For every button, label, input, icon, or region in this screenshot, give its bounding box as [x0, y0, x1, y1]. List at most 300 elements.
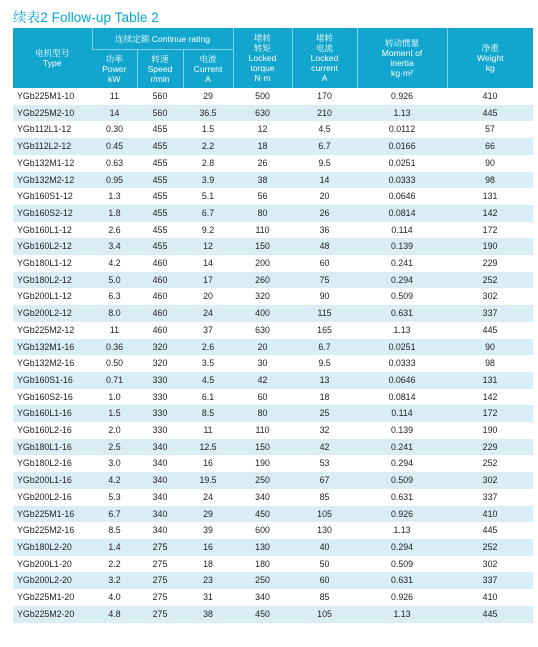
- value-cell: 5.3: [92, 489, 137, 506]
- value-cell: 19.5: [183, 472, 233, 489]
- value-cell: 630: [233, 322, 292, 339]
- value-cell: 229: [447, 255, 533, 272]
- value-cell: 450: [233, 506, 292, 523]
- value-cell: 2.8: [183, 155, 233, 172]
- value-cell: 26: [292, 205, 357, 222]
- model-cell: YGb200L2-16: [13, 489, 92, 506]
- model-cell: YGb180L1-12: [13, 255, 92, 272]
- value-cell: 14: [292, 172, 357, 189]
- value-cell: 12: [183, 238, 233, 255]
- value-cell: 110: [233, 222, 292, 239]
- value-cell: 0.0333: [357, 172, 447, 189]
- motor-spec-table: [13, 28, 533, 623]
- value-cell: 0.926: [357, 506, 447, 523]
- value-cell: 18: [183, 556, 233, 573]
- model-cell: YGb225M2-16: [13, 522, 92, 539]
- value-cell: 6.7: [92, 506, 137, 523]
- value-cell: 455: [137, 222, 183, 239]
- value-cell: 142: [447, 389, 533, 406]
- table-header: [13, 28, 533, 88]
- value-cell: 32: [292, 422, 357, 439]
- value-cell: 630: [233, 105, 292, 122]
- value-cell: 6.7: [183, 205, 233, 222]
- value-cell: 9.5: [292, 355, 357, 372]
- value-cell: 330: [137, 372, 183, 389]
- value-cell: 11: [92, 88, 137, 105]
- value-cell: 180: [233, 556, 292, 573]
- value-cell: 340: [137, 506, 183, 523]
- value-cell: 330: [137, 405, 183, 422]
- value-cell: 0.294: [357, 539, 447, 556]
- value-cell: 40: [292, 539, 357, 556]
- value-cell: 4.5: [292, 121, 357, 138]
- value-cell: 445: [447, 606, 533, 623]
- model-cell: YGb160S2-16: [13, 389, 92, 406]
- value-cell: 8.5: [183, 405, 233, 422]
- value-cell: 12.5: [183, 439, 233, 456]
- model-cell: YGb200L2-12: [13, 305, 92, 322]
- value-cell: 320: [137, 339, 183, 356]
- model-cell: YGb225M1-10: [13, 88, 92, 105]
- value-cell: 0.631: [357, 489, 447, 506]
- value-cell: 410: [447, 506, 533, 523]
- value-cell: 320: [233, 288, 292, 305]
- table-row: [13, 606, 533, 623]
- value-cell: 170: [292, 88, 357, 105]
- value-cell: 455: [137, 121, 183, 138]
- value-cell: 172: [447, 405, 533, 422]
- value-cell: 20: [183, 288, 233, 305]
- table-row: [13, 172, 533, 189]
- value-cell: 38: [183, 606, 233, 623]
- model-cell: YGb112L2-12: [13, 138, 92, 155]
- table-row: [13, 405, 533, 422]
- value-cell: 142: [447, 205, 533, 222]
- value-cell: 1.4: [92, 539, 137, 556]
- value-cell: 2.6: [92, 222, 137, 239]
- table-row: [13, 355, 533, 372]
- value-cell: 340: [233, 589, 292, 606]
- value-cell: 0.0814: [357, 389, 447, 406]
- value-cell: 4.0: [92, 589, 137, 606]
- value-cell: 36: [292, 222, 357, 239]
- value-cell: 455: [137, 155, 183, 172]
- value-cell: 0.509: [357, 288, 447, 305]
- table-body: [13, 88, 533, 623]
- header-weight: 净重 Weight kg: [447, 28, 533, 88]
- value-cell: 130: [292, 522, 357, 539]
- value-cell: 2.5: [92, 439, 137, 456]
- value-cell: 42: [233, 372, 292, 389]
- value-cell: 37: [183, 322, 233, 339]
- value-cell: 16: [183, 539, 233, 556]
- value-cell: 0.0646: [357, 188, 447, 205]
- value-cell: 410: [447, 88, 533, 105]
- value-cell: 18: [292, 389, 357, 406]
- model-cell: YGb132M2-16: [13, 355, 92, 372]
- table-row: [13, 372, 533, 389]
- value-cell: 6.3: [92, 288, 137, 305]
- model-cell: YGb200L2-20: [13, 572, 92, 589]
- value-cell: 17: [183, 272, 233, 289]
- value-cell: 0.294: [357, 455, 447, 472]
- value-cell: 340: [137, 522, 183, 539]
- value-cell: 3.4: [92, 238, 137, 255]
- value-cell: 90: [292, 288, 357, 305]
- value-cell: 275: [137, 606, 183, 623]
- value-cell: 460: [137, 288, 183, 305]
- value-cell: 57: [447, 121, 533, 138]
- model-cell: YGb160L1-12: [13, 222, 92, 239]
- value-cell: 460: [137, 322, 183, 339]
- value-cell: 275: [137, 539, 183, 556]
- header-inertia: 转动惯量 Moment of inertia kg·m²: [357, 28, 447, 88]
- value-cell: 445: [447, 322, 533, 339]
- value-cell: 90: [447, 155, 533, 172]
- value-cell: 53: [292, 455, 357, 472]
- value-cell: 250: [233, 572, 292, 589]
- model-cell: YGb112L1-12: [13, 121, 92, 138]
- value-cell: 0.631: [357, 572, 447, 589]
- value-cell: 460: [137, 272, 183, 289]
- value-cell: 105: [292, 506, 357, 523]
- model-cell: YGb132M2-12: [13, 172, 92, 189]
- model-cell: YGb225M1-20: [13, 589, 92, 606]
- value-cell: 275: [137, 572, 183, 589]
- value-cell: 2.6: [183, 339, 233, 356]
- model-cell: YGb160S1-16: [13, 372, 92, 389]
- value-cell: 190: [447, 238, 533, 255]
- value-cell: 14: [92, 105, 137, 122]
- value-cell: 105: [292, 606, 357, 623]
- value-cell: 560: [137, 88, 183, 105]
- table-row: [13, 222, 533, 239]
- header-speed: 转速 Speed r/min: [137, 50, 183, 89]
- value-cell: 0.926: [357, 88, 447, 105]
- model-cell: YGb225M1-16: [13, 506, 92, 523]
- value-cell: 1.8: [92, 205, 137, 222]
- value-cell: 18: [233, 138, 292, 155]
- value-cell: 0.63: [92, 155, 137, 172]
- table-row: [13, 305, 533, 322]
- value-cell: 340: [137, 439, 183, 456]
- value-cell: 23: [183, 572, 233, 589]
- model-cell: YGb225M2-10: [13, 105, 92, 122]
- value-cell: 0.0112: [357, 121, 447, 138]
- value-cell: 455: [137, 188, 183, 205]
- value-cell: 0.0646: [357, 372, 447, 389]
- table-row: [13, 439, 533, 456]
- value-cell: 0.114: [357, 222, 447, 239]
- value-cell: 165: [292, 322, 357, 339]
- table-title: 续表2 Follow-up Table 2: [13, 10, 159, 25]
- value-cell: 24: [183, 305, 233, 322]
- value-cell: 6.7: [292, 138, 357, 155]
- table-row: [13, 489, 533, 506]
- header-locked-torque: 堵转 转矩 Locked torque N·m: [233, 28, 292, 88]
- value-cell: 0.631: [357, 305, 447, 322]
- value-cell: 14: [183, 255, 233, 272]
- value-cell: 560: [137, 105, 183, 122]
- table-row: [13, 472, 533, 489]
- value-cell: 340: [137, 472, 183, 489]
- value-cell: 0.0333: [357, 355, 447, 372]
- value-cell: 455: [137, 138, 183, 155]
- table-row: [13, 138, 533, 155]
- value-cell: 229: [447, 439, 533, 456]
- value-cell: 2.0: [92, 422, 137, 439]
- value-cell: 0.509: [357, 472, 447, 489]
- table-row: [13, 522, 533, 539]
- value-cell: 1.5: [92, 405, 137, 422]
- value-cell: 320: [137, 355, 183, 372]
- value-cell: 252: [447, 455, 533, 472]
- value-cell: 302: [447, 288, 533, 305]
- model-cell: YGb200L1-20: [13, 556, 92, 573]
- value-cell: 38: [233, 172, 292, 189]
- value-cell: 85: [292, 589, 357, 606]
- value-cell: 330: [137, 389, 183, 406]
- table-row: [13, 105, 533, 122]
- value-cell: 190: [233, 455, 292, 472]
- value-cell: 450: [233, 606, 292, 623]
- table-row: [13, 272, 533, 289]
- value-cell: 337: [447, 305, 533, 322]
- value-cell: 9.2: [183, 222, 233, 239]
- value-cell: 455: [137, 238, 183, 255]
- value-cell: 1.13: [357, 522, 447, 539]
- value-cell: 275: [137, 589, 183, 606]
- table-row: [13, 155, 533, 172]
- value-cell: 0.926: [357, 589, 447, 606]
- model-cell: YGb225M2-12: [13, 322, 92, 339]
- value-cell: 337: [447, 489, 533, 506]
- value-cell: 110: [233, 422, 292, 439]
- table-row: [13, 556, 533, 573]
- value-cell: 0.30: [92, 121, 137, 138]
- value-cell: 1.0: [92, 389, 137, 406]
- value-cell: 0.50: [92, 355, 137, 372]
- header-current: 电流 Current A: [183, 50, 233, 89]
- value-cell: 98: [447, 172, 533, 189]
- table-row: [13, 389, 533, 406]
- value-cell: 20: [292, 188, 357, 205]
- header-power: 功率 Power kW: [92, 50, 137, 89]
- value-cell: 260: [233, 272, 292, 289]
- value-cell: 0.241: [357, 439, 447, 456]
- value-cell: 445: [447, 522, 533, 539]
- value-cell: 67: [292, 472, 357, 489]
- table-row: [13, 238, 533, 255]
- table-row: [13, 539, 533, 556]
- value-cell: 3.9: [183, 172, 233, 189]
- table-row: [13, 506, 533, 523]
- value-cell: 30: [233, 355, 292, 372]
- value-cell: 4.2: [92, 472, 137, 489]
- value-cell: 460: [137, 255, 183, 272]
- table-row: [13, 288, 533, 305]
- value-cell: 8.5: [92, 522, 137, 539]
- value-cell: 5.0: [92, 272, 137, 289]
- value-cell: 60: [233, 389, 292, 406]
- value-cell: 12: [233, 121, 292, 138]
- value-cell: 150: [233, 238, 292, 255]
- model-cell: YGb200L1-16: [13, 472, 92, 489]
- value-cell: 0.139: [357, 422, 447, 439]
- value-cell: 60: [292, 255, 357, 272]
- value-cell: 0.36: [92, 339, 137, 356]
- model-cell: YGb180L1-16: [13, 439, 92, 456]
- value-cell: 29: [183, 88, 233, 105]
- value-cell: 98: [447, 355, 533, 372]
- value-cell: 3.5: [183, 355, 233, 372]
- value-cell: 131: [447, 372, 533, 389]
- value-cell: 50: [292, 556, 357, 573]
- value-cell: 39: [183, 522, 233, 539]
- value-cell: 60: [292, 572, 357, 589]
- value-cell: 6.1: [183, 389, 233, 406]
- value-cell: 4.2: [92, 255, 137, 272]
- value-cell: 20: [233, 339, 292, 356]
- model-cell: YGb180L2-12: [13, 272, 92, 289]
- table-row: [13, 88, 533, 105]
- value-cell: 31: [183, 589, 233, 606]
- value-cell: 210: [292, 105, 357, 122]
- value-cell: 80: [233, 405, 292, 422]
- value-cell: 252: [447, 539, 533, 556]
- value-cell: 2.2: [92, 556, 137, 573]
- model-cell: YGb160S1-12: [13, 188, 92, 205]
- value-cell: 85: [292, 489, 357, 506]
- value-cell: 460: [137, 305, 183, 322]
- value-cell: 172: [447, 222, 533, 239]
- value-cell: 275: [137, 556, 183, 573]
- model-cell: YGb225M2-20: [13, 606, 92, 623]
- table-row: [13, 422, 533, 439]
- value-cell: 131: [447, 188, 533, 205]
- model-cell: YGb160L1-16: [13, 405, 92, 422]
- table-row: [13, 188, 533, 205]
- value-cell: 0.0814: [357, 205, 447, 222]
- value-cell: 252: [447, 272, 533, 289]
- model-cell: YGb132M1-16: [13, 339, 92, 356]
- value-cell: 115: [292, 305, 357, 322]
- value-cell: 1.13: [357, 322, 447, 339]
- value-cell: 130: [233, 539, 292, 556]
- value-cell: 26: [233, 155, 292, 172]
- value-cell: 42: [292, 439, 357, 456]
- value-cell: 500: [233, 88, 292, 105]
- value-cell: 340: [137, 455, 183, 472]
- value-cell: 330: [137, 422, 183, 439]
- value-cell: 56: [233, 188, 292, 205]
- value-cell: 8.0: [92, 305, 137, 322]
- value-cell: 0.45: [92, 138, 137, 155]
- value-cell: 25: [292, 405, 357, 422]
- value-cell: 11: [92, 322, 137, 339]
- table-row: [13, 572, 533, 589]
- value-cell: 337: [447, 572, 533, 589]
- value-cell: 0.241: [357, 255, 447, 272]
- table-row: [13, 589, 533, 606]
- value-cell: 0.139: [357, 238, 447, 255]
- model-cell: YGb132M1-12: [13, 155, 92, 172]
- value-cell: 1.13: [357, 606, 447, 623]
- model-cell: YGb200L1-12: [13, 288, 92, 305]
- table-row: [13, 455, 533, 472]
- value-cell: 29: [183, 506, 233, 523]
- model-cell: YGb180L2-16: [13, 455, 92, 472]
- value-cell: 0.0251: [357, 339, 447, 356]
- value-cell: 3.2: [92, 572, 137, 589]
- value-cell: 0.95: [92, 172, 137, 189]
- value-cell: 66: [447, 138, 533, 155]
- value-cell: 250: [233, 472, 292, 489]
- value-cell: 36.5: [183, 105, 233, 122]
- value-cell: 3.0: [92, 455, 137, 472]
- value-cell: 0.294: [357, 272, 447, 289]
- table-row: [13, 339, 533, 356]
- value-cell: 1.3: [92, 188, 137, 205]
- value-cell: 302: [447, 556, 533, 573]
- model-cell: YGb160L2-16: [13, 422, 92, 439]
- value-cell: 6.7: [292, 339, 357, 356]
- table-row: [13, 205, 533, 222]
- table-row: [13, 121, 533, 138]
- value-cell: 1.13: [357, 105, 447, 122]
- value-cell: 410: [447, 589, 533, 606]
- value-cell: 75: [292, 272, 357, 289]
- value-cell: 455: [137, 205, 183, 222]
- header-continue-rating: 连续定额 Continue rating: [92, 28, 233, 50]
- header-locked-current: 堵转 电流 Locked current A: [292, 28, 357, 88]
- model-cell: YGb160L2-12: [13, 238, 92, 255]
- value-cell: 24: [183, 489, 233, 506]
- value-cell: 11: [183, 422, 233, 439]
- value-cell: 0.71: [92, 372, 137, 389]
- value-cell: 1.5: [183, 121, 233, 138]
- value-cell: 4.5: [183, 372, 233, 389]
- value-cell: 48: [292, 238, 357, 255]
- value-cell: 445: [447, 105, 533, 122]
- value-cell: 5.1: [183, 188, 233, 205]
- value-cell: 190: [447, 422, 533, 439]
- header-type: 电机型号 Type: [13, 28, 92, 88]
- value-cell: 2.2: [183, 138, 233, 155]
- value-cell: 80: [233, 205, 292, 222]
- value-cell: 150: [233, 439, 292, 456]
- table-row: [13, 322, 533, 339]
- value-cell: 0.0166: [357, 138, 447, 155]
- model-cell: YGb160S2-12: [13, 205, 92, 222]
- value-cell: 400: [233, 305, 292, 322]
- value-cell: 0.0251: [357, 155, 447, 172]
- value-cell: 200: [233, 255, 292, 272]
- value-cell: 302: [447, 472, 533, 489]
- value-cell: 9.5: [292, 155, 357, 172]
- value-cell: 0.509: [357, 556, 447, 573]
- value-cell: 0.114: [357, 405, 447, 422]
- value-cell: 340: [137, 489, 183, 506]
- value-cell: 4.8: [92, 606, 137, 623]
- value-cell: 455: [137, 172, 183, 189]
- table-row: [13, 255, 533, 272]
- value-cell: 600: [233, 522, 292, 539]
- model-cell: YGb180L2-20: [13, 539, 92, 556]
- value-cell: 340: [233, 489, 292, 506]
- value-cell: 13: [292, 372, 357, 389]
- value-cell: 90: [447, 339, 533, 356]
